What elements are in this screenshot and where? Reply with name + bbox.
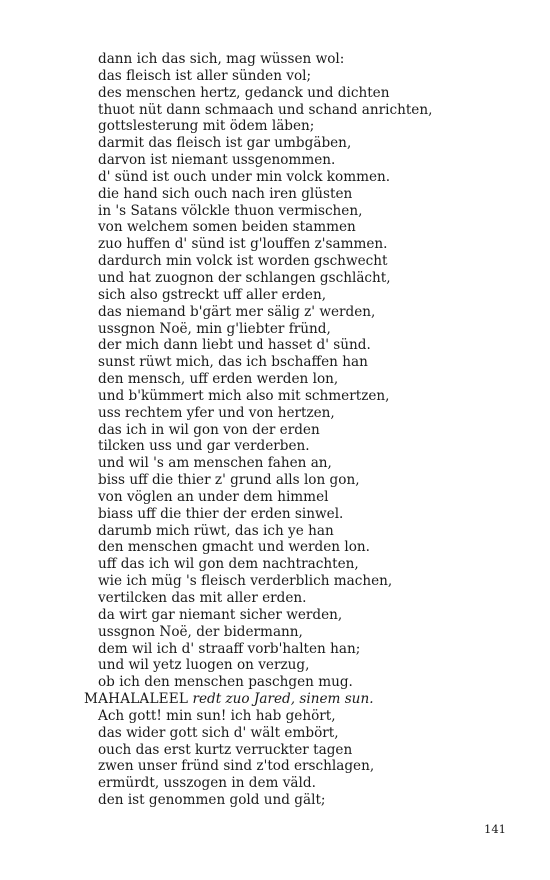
verse-line: thuot nüt dann schmaach und schand anrichten, (98, 101, 433, 118)
verse-line: darmit das fleisch ist gar umbgäben, (98, 135, 352, 152)
verse-line: uss rechtem yfer und von hertzen, (98, 404, 335, 421)
verse-line: darvon ist niemant ussgenommen. (98, 152, 336, 169)
verse-line: und hat zuognon der schlangen gschlächt, (98, 269, 391, 286)
verse-line: d' sünd ist ouch under min volck kommen. (98, 168, 391, 185)
verse-line: dem wil ich d' straaff vorb'halten han; (98, 640, 361, 657)
speaker-name: MAHALALEEL (84, 691, 189, 708)
verse-line: ob ich den menschen paschgen mug. (98, 674, 353, 691)
verse-line: und b'kümmert mich also mit schmertzen, (98, 387, 390, 404)
verse-line: dardurch min volck ist worden gschwecht (98, 253, 388, 270)
verse-line: das wider gott sich d' wält embört, (98, 724, 339, 741)
verse-line: von vöglen an under dem himmel (98, 488, 329, 505)
verse-line: sunst rüwt mich, das ich bschaffen han (98, 354, 368, 371)
verse-line: da wirt gar niemant sicher werden, (98, 606, 343, 623)
verse-line: biass uff die thier der erden sinwel. (98, 505, 344, 522)
verse-line: und wil yetz luogen on verzug, (98, 657, 310, 674)
verse-line: den ist genommen gold und gält; (98, 792, 326, 809)
verse-line: des menschen hertz, gedanck und dichten (98, 84, 390, 101)
verse-line: das fleisch ist aller sünden vol; (98, 67, 312, 84)
verse-line: ermürdt, usszogen in dem väld. (98, 775, 316, 792)
verse-line: und wil 's am menschen fahen an, (98, 455, 332, 472)
verse-line: gottslesterung mit ödem läben; (98, 118, 315, 135)
verse-line: uff das ich wil gon dem nachtrachten, (98, 556, 359, 573)
verse-line: ussgnon Noë, min g'liebter fründ, (98, 320, 331, 337)
verse-text-block (84, 51, 524, 809)
verse-line: der mich dann liebt und hasset d' sünd. (98, 337, 371, 354)
verse-line: ouch das erst kurtz verruckter tagen (98, 741, 353, 758)
page-number: 141 (484, 822, 506, 836)
verse-line: vertilcken das mit aller erden. (98, 590, 307, 606)
verse-line: biss uff die thier z' grund alls lon gon, (98, 472, 360, 489)
verse-line: den menschen gmacht und werden lon. (98, 539, 370, 556)
verse-line: Ach gott! min sun! ich hab gehört, (98, 707, 336, 724)
speaker-heading (84, 691, 524, 708)
verse-line: die hand sich ouch nach iren glüsten (98, 185, 353, 202)
verse-line: von welchem somen beiden stammen (98, 219, 356, 236)
verse-line: zuo huffen d' sünd ist g'louffen z'sammen. (98, 236, 388, 253)
verse-line: zwen unser fründ sind z'tod erschlagen, (98, 758, 375, 775)
verse-line: sich also gstreckt uff aller erden, (98, 286, 327, 303)
verse-line: den mensch, uff erden werden lon, (98, 371, 339, 388)
verse-line: wie ich müg 's fleisch verderblich machen, (98, 573, 393, 590)
verse-line: das ich in wil gon von der erden (98, 421, 320, 438)
verse-line: das niemand b'gärt mer sälig z' werden, (98, 303, 376, 320)
stage-direction: redt zuo Jared, sinem sun. (192, 691, 374, 708)
verse-line: in 's Satans völckle thuon vermischen, (98, 202, 363, 219)
verse-line: tilcken uss und gar verderben. (98, 438, 310, 455)
verse-line: darumb mich rüwt, das ich ye han (98, 522, 334, 539)
verse-line: ussgnon Noë, der bidermann, (98, 623, 303, 640)
verse-line: dann ich das sich, mag wüssen wol: (98, 51, 345, 67)
